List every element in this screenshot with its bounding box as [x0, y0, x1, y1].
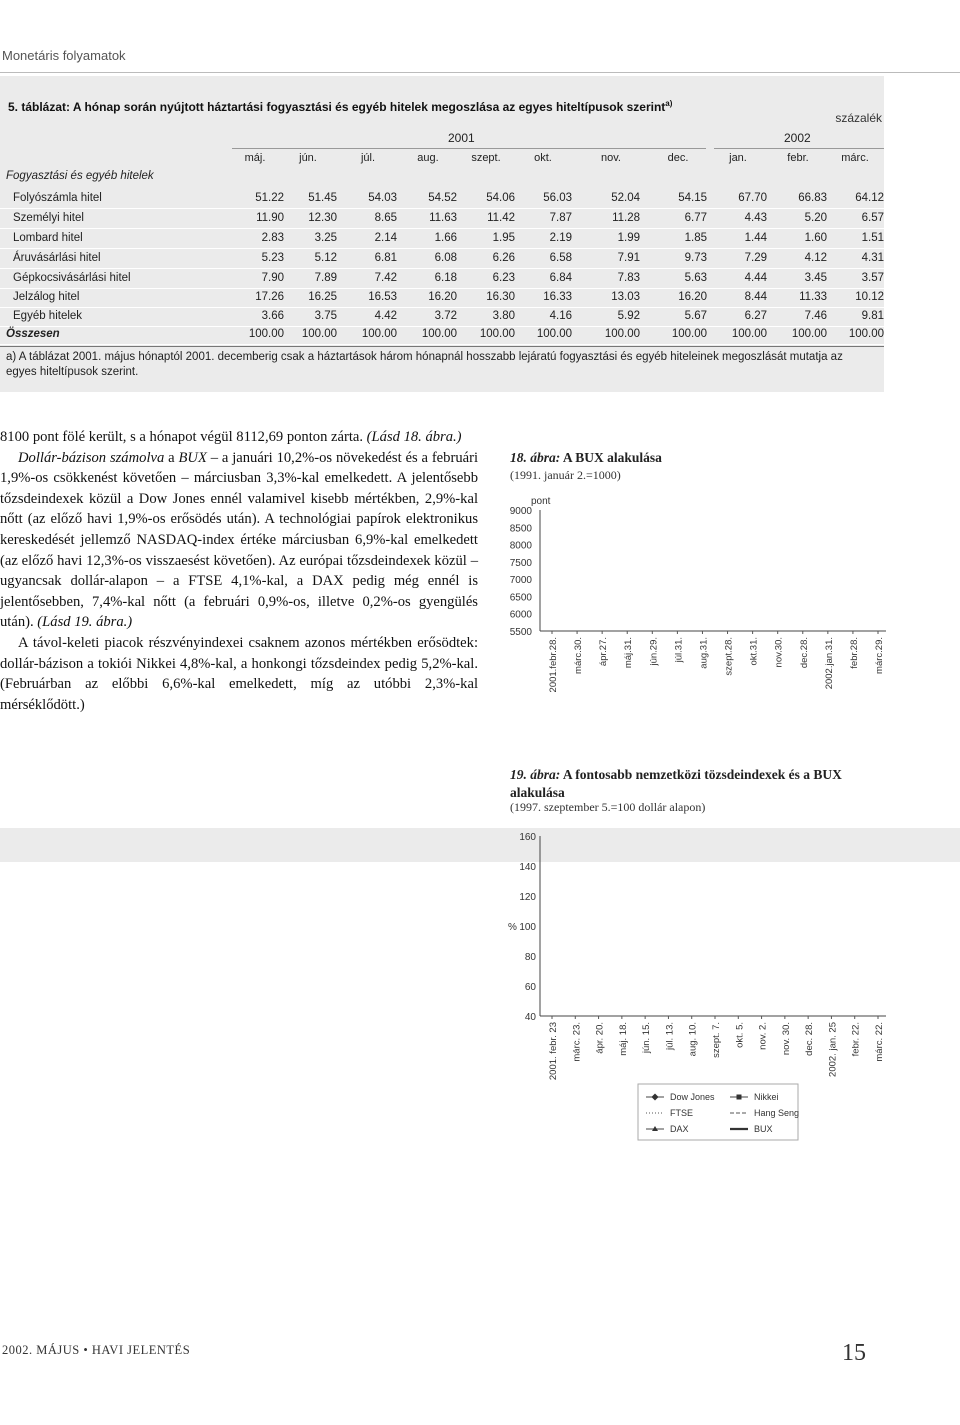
- y-tick-label: 80: [524, 952, 536, 963]
- row-label: Lombard hitel: [13, 232, 83, 244]
- table-cell: 100.00: [671, 328, 707, 340]
- x-tick-label: szept. 7.: [711, 1022, 722, 1058]
- table-total-rule: [0, 346, 884, 347]
- legend-label: Dow Jones: [670, 1092, 715, 1102]
- table-cell: 7.90: [261, 272, 284, 284]
- year-2001: 2001: [448, 131, 475, 145]
- column-header: aug.: [417, 152, 439, 164]
- table-cell: 54.52: [428, 192, 457, 204]
- column-header: febr.: [787, 152, 809, 164]
- legend-label: Nikkei: [754, 1092, 779, 1102]
- y-axis-label: pont: [531, 496, 551, 507]
- table-footnote: a) A táblázat 2001. május hónaptól 2001. decemberig csak a háztartások három hónapnál hosszabb lejáratú fogyasztási és egyéb hiteleinek megoszlását mutatja az egyes hiteltípusok szerint.: [6, 351, 843, 378]
- column-header: jan.: [729, 152, 747, 164]
- table-cell: 100.00: [848, 328, 884, 340]
- table-cell: 4.42: [374, 310, 397, 322]
- table-title-footnote-mark: a): [665, 99, 673, 108]
- table-cell: 8.65: [374, 212, 397, 224]
- table-cell: 6.58: [549, 252, 572, 264]
- year-2002: 2002: [784, 131, 811, 145]
- table-cell: 6.23: [492, 272, 515, 284]
- table-row: [0, 189, 884, 208]
- paragraph-1-text: 8100 pont fölé került, s a hónapot végül 8112,69 ponton zárta.: [0, 429, 364, 445]
- table-cell: 66.83: [798, 192, 827, 204]
- table-cell: 52.04: [611, 192, 640, 204]
- table-cell: 4.16: [549, 310, 572, 322]
- x-tick-label: márc. 23.: [571, 1022, 583, 1062]
- table-cell: 67.70: [738, 192, 767, 204]
- figure-19-title-text: A fontosabb nemzetközi tözsdeindexek és a BUX alakulása: [510, 767, 842, 800]
- legend-label: Hang Seng: [754, 1108, 800, 1118]
- table-cell: 9.73: [684, 252, 707, 264]
- table-cell: 1.51: [861, 232, 884, 244]
- column-header: szept.: [471, 152, 501, 164]
- table-cell: 7.29: [744, 252, 767, 264]
- x-tick-label: jún. 15.: [641, 1022, 653, 1054]
- table-cell: 100.00: [421, 328, 457, 340]
- column-header: jún.: [299, 152, 317, 164]
- table-cell: 6.08: [434, 252, 457, 264]
- table-cell: 4.12: [804, 252, 827, 264]
- table-cell: 7.46: [804, 310, 827, 322]
- x-tick-label: júl. 13.: [664, 1022, 676, 1050]
- row-divider: [0, 344, 884, 345]
- table-cell: 16.20: [428, 291, 457, 303]
- table-title: [8, 99, 672, 114]
- x-tick-label: dec. 28.: [804, 1022, 816, 1056]
- table-cell: 5.20: [804, 212, 827, 224]
- table-cell: 2.19: [549, 232, 572, 244]
- table-row: [0, 249, 884, 268]
- column-header: márc.: [841, 152, 869, 164]
- column-header: okt.: [534, 152, 552, 164]
- x-tick-label: aug.31.: [698, 637, 710, 669]
- table-cell: 100.00: [731, 328, 767, 340]
- table-cell: 54.03: [368, 192, 397, 204]
- y-tick-label: 8500: [509, 523, 532, 535]
- body-text: [0, 427, 478, 715]
- page-number: 15: [842, 1340, 866, 1366]
- table-cell: 51.45: [308, 192, 337, 204]
- paragraph-2-connector: a: [164, 449, 179, 466]
- table-cell: 6.27: [744, 310, 767, 322]
- table-cell: 11.42: [487, 212, 515, 224]
- table-cell: 100.00: [536, 328, 572, 340]
- x-tick-label: okt.31.: [748, 637, 760, 666]
- table-row: [0, 307, 884, 326]
- column-header: júl.: [360, 152, 376, 164]
- x-tick-label: ápr.27.: [598, 637, 610, 667]
- legend-marker: [737, 1095, 742, 1100]
- y-tick-label: 160: [519, 832, 536, 843]
- figure-reference-19: (Lásd 19. ábra.): [37, 614, 133, 631]
- table-cell: 13.03: [611, 291, 640, 303]
- figure-19-label: 19. ábra:: [510, 767, 561, 782]
- paragraph-3: A távol-keleti piacok részvényindexei csaknem azonos mértékben erősödtek: dollár-bázison a tokiói Nikkei 4,8%-kal, a honkongi tőzsdeindex pedig 5,2%-kal. (Februárban az előbbi 6,6%-kal emelkedett, míg az utóbbi 2,3%-kal mérséklődött.): [0, 634, 478, 713]
- x-tick-label: febr.28.: [848, 637, 860, 669]
- x-tick-label: nov. 2.: [757, 1022, 769, 1050]
- table-cell: 100.00: [301, 328, 337, 340]
- x-tick-label: nov.30.: [773, 637, 785, 668]
- x-tick-label: márc.30.: [573, 637, 585, 674]
- table-cell: 11.28: [612, 212, 640, 224]
- x-tick-label: márc. 22.: [874, 1022, 885, 1062]
- y-tick-label: 7500: [509, 557, 532, 569]
- figure-18-title: [510, 450, 662, 466]
- table-cell: 100.00: [248, 328, 284, 340]
- table-cell: 16.53: [368, 291, 397, 303]
- table-cell: 5.23: [261, 252, 284, 264]
- table-cell: 1.66: [434, 232, 457, 244]
- table-cell: 56.03: [543, 192, 572, 204]
- x-tick-label: 2001.febr.28.: [548, 637, 559, 693]
- table-cell: 11.33: [799, 291, 827, 303]
- figure-18-title-text: A BUX alakulása: [562, 450, 662, 465]
- row-label: Folyószámla hitel: [13, 192, 102, 204]
- row-label: Személyi hitel: [13, 212, 84, 224]
- figure-reference-18: (Lásd 18. ábra.): [366, 429, 462, 445]
- table-cell: 9.81: [861, 310, 884, 322]
- figure-18-label: 18. ábra:: [510, 450, 561, 465]
- table-cell: 16.20: [678, 291, 707, 303]
- column-header: dec.: [667, 152, 689, 164]
- table-cell: 5.92: [617, 310, 640, 322]
- y-tick-label: 7000: [509, 575, 532, 587]
- table-cell: 51.22: [255, 192, 284, 204]
- table-cell: 4.44: [744, 272, 767, 284]
- x-tick-label: febr. 22.: [850, 1022, 862, 1057]
- column-header: máj.: [244, 152, 266, 164]
- x-tick-label: dec.28.: [798, 637, 810, 669]
- table-cell: 5.67: [684, 310, 707, 322]
- x-tick-label: ápr. 20.: [594, 1022, 606, 1054]
- table-cell: 4.43: [744, 212, 767, 224]
- figure-19-title: [510, 766, 890, 802]
- table-cell: 4.31: [861, 252, 884, 264]
- table-cell: 3.66: [261, 310, 284, 322]
- x-tick-label: júl.31.: [673, 637, 685, 663]
- y-tick-label: 60: [524, 982, 536, 993]
- y-tick-label: 120: [519, 892, 536, 903]
- table-cell: 3.80: [492, 310, 515, 322]
- table-cell: 7.87: [549, 212, 572, 224]
- x-tick-label: máj. 18.: [617, 1022, 629, 1056]
- year-2001-rule: [232, 148, 706, 149]
- x-tick-label: aug. 10.: [687, 1022, 699, 1057]
- table-cell: 7.89: [314, 272, 337, 284]
- paragraph-2: [0, 448, 478, 633]
- paragraph-2-text: – a januári 10,2%-os növekedést és a februári 1,9%-os csökkenést követően – márciusban 3,3%-kal emelkedett. A jelentősebb tőzsdeindexek közül a Dow Jones ennél valamivel kisebb mértékben, 2,9%-kal nőtt (az előző havi 1,9%-os erősödés után). A technológiai papírok elektronikus kereskedését jellemző NASDAQ-index értéke márciusban 6,9%-kal emelkedett (az előző havi 12,3%-os visszaesést követően). Az európai tőzsdeindexek közül – ugyancsak dollár-alapon – a FTSE 4,1%-kal, a DAX pedig még ennél is jelentősebben, 7,4%-kal nőtt (a februári 0,9%-os, illetve 0,2%-os gyengülés után).: [0, 449, 479, 631]
- table-cell: 7.83: [617, 272, 640, 284]
- table-cell: 6.81: [374, 252, 397, 264]
- table-cell: 7.42: [374, 272, 397, 284]
- table-cell: 6.18: [434, 272, 457, 284]
- table-cell: 16.33: [543, 291, 572, 303]
- table-cell: 6.84: [549, 272, 572, 284]
- table-cell: 3.57: [861, 272, 884, 284]
- y-tick-label: 9000: [509, 506, 532, 517]
- y-tick-label: 140: [519, 862, 536, 873]
- table-cell: 1.85: [684, 232, 707, 244]
- table-cell: 3.72: [434, 310, 457, 322]
- x-tick-label: 2002.jan.31.: [823, 637, 835, 690]
- y-tick-label: 8000: [509, 540, 532, 552]
- x-tick-label: jún.29.: [648, 637, 660, 666]
- column-header: nov.: [601, 152, 621, 164]
- table-title-text: 5. táblázat: A hónap során nyújtott háztartási fogyasztási és egyéb hitelek megoszlása az egyes hiteltípusok szerint: [8, 100, 666, 114]
- x-tick-label: márc.29.: [874, 637, 885, 674]
- row-label: Áruvásárlási hitel: [13, 252, 101, 264]
- table-cell: 5.63: [684, 272, 707, 284]
- paragraph-1: [0, 427, 478, 448]
- table-cell: 3.45: [804, 272, 827, 284]
- paragraph-2-lead: Dollár-bázison számolva: [18, 449, 165, 466]
- table-row: [0, 269, 884, 288]
- table-group-label: Fogyasztási és egyéb hitelek: [6, 170, 154, 182]
- figure-18-subtitle: (1991. január 2.=1000): [510, 468, 621, 482]
- row-label: Gépkocsivásárlási hitel: [13, 272, 131, 284]
- table-cell: 1.99: [617, 232, 640, 244]
- table-cell: 10.12: [855, 291, 884, 303]
- table-cell: 5.12: [314, 252, 337, 264]
- legend-label: DAX: [670, 1124, 689, 1134]
- y-tick-label: 6000: [509, 609, 532, 621]
- chart-bux: [500, 488, 890, 738]
- year-2002-rule: [714, 148, 884, 149]
- table-row: [0, 209, 884, 228]
- table-cell: 100.00: [791, 328, 827, 340]
- table-cell: 1.44: [744, 232, 767, 244]
- table-cell: 2.14: [374, 232, 397, 244]
- table-cell: 6.26: [492, 252, 515, 264]
- table-cell: 6.57: [861, 212, 884, 224]
- y-tick-label: 40: [524, 1012, 536, 1023]
- table-cell: 16.30: [486, 291, 515, 303]
- running-head: Monetáris folyamatok: [2, 48, 126, 63]
- table-total-row: [0, 325, 884, 344]
- y-tick-label: 100: [519, 922, 536, 933]
- row-label: Jelzálog hitel: [13, 291, 80, 303]
- y-tick-label: 6500: [509, 592, 532, 604]
- legend-label: BUX: [754, 1124, 773, 1134]
- header-rule: [0, 72, 960, 73]
- table-cell: 3.25: [314, 232, 337, 244]
- table-cell: 1.60: [804, 232, 827, 244]
- table-row: [0, 229, 884, 248]
- row-label: Egyéb hitelek: [13, 310, 83, 322]
- table-cell: 100.00: [604, 328, 640, 340]
- x-tick-label: 2002. jan. 25: [827, 1022, 839, 1077]
- table-cell: 16.25: [308, 291, 337, 303]
- table-cell: 6.77: [684, 212, 707, 224]
- row-label: Összesen: [6, 328, 60, 340]
- table-cell: 11.63: [429, 212, 457, 224]
- table-cell: 100.00: [479, 328, 515, 340]
- chart-international-indices: [500, 822, 890, 1142]
- x-tick-label: nov. 30.: [780, 1022, 792, 1056]
- legend-label: FTSE: [670, 1108, 694, 1118]
- table-unit: százalék: [835, 111, 882, 125]
- table-cell: 2.83: [261, 232, 284, 244]
- x-tick-label: okt. 5.: [734, 1022, 746, 1048]
- table-cell: 100.00: [361, 328, 397, 340]
- x-tick-label: 2001. febr. 23: [548, 1022, 559, 1081]
- table-cell: 7.91: [617, 252, 640, 264]
- footer-left: 2002. MÁJUS • HAVI JELENTÉS: [2, 1343, 191, 1357]
- table-cell: 3.75: [314, 310, 337, 322]
- table-cell: 1.95: [492, 232, 515, 244]
- table-cell: 54.06: [486, 192, 515, 204]
- table-cell: 12.30: [308, 212, 337, 224]
- table-row: [0, 288, 884, 307]
- table-cell: 8.44: [744, 291, 767, 303]
- y-axis-label: %: [508, 922, 517, 933]
- x-tick-label: máj.31.: [623, 637, 635, 669]
- paragraph-2-bux: BUX: [178, 449, 207, 466]
- x-tick-label: szept.28.: [723, 637, 735, 676]
- table-cell: 11.90: [256, 212, 284, 224]
- table-cell: 17.26: [255, 291, 284, 303]
- figure-19-subtitle: (1997. szeptember 5.=100 dollár alapon): [510, 800, 706, 814]
- table-cell: 64.12: [855, 192, 884, 204]
- table-cell: 54.15: [678, 192, 707, 204]
- y-tick-label: 5500: [509, 627, 532, 638]
